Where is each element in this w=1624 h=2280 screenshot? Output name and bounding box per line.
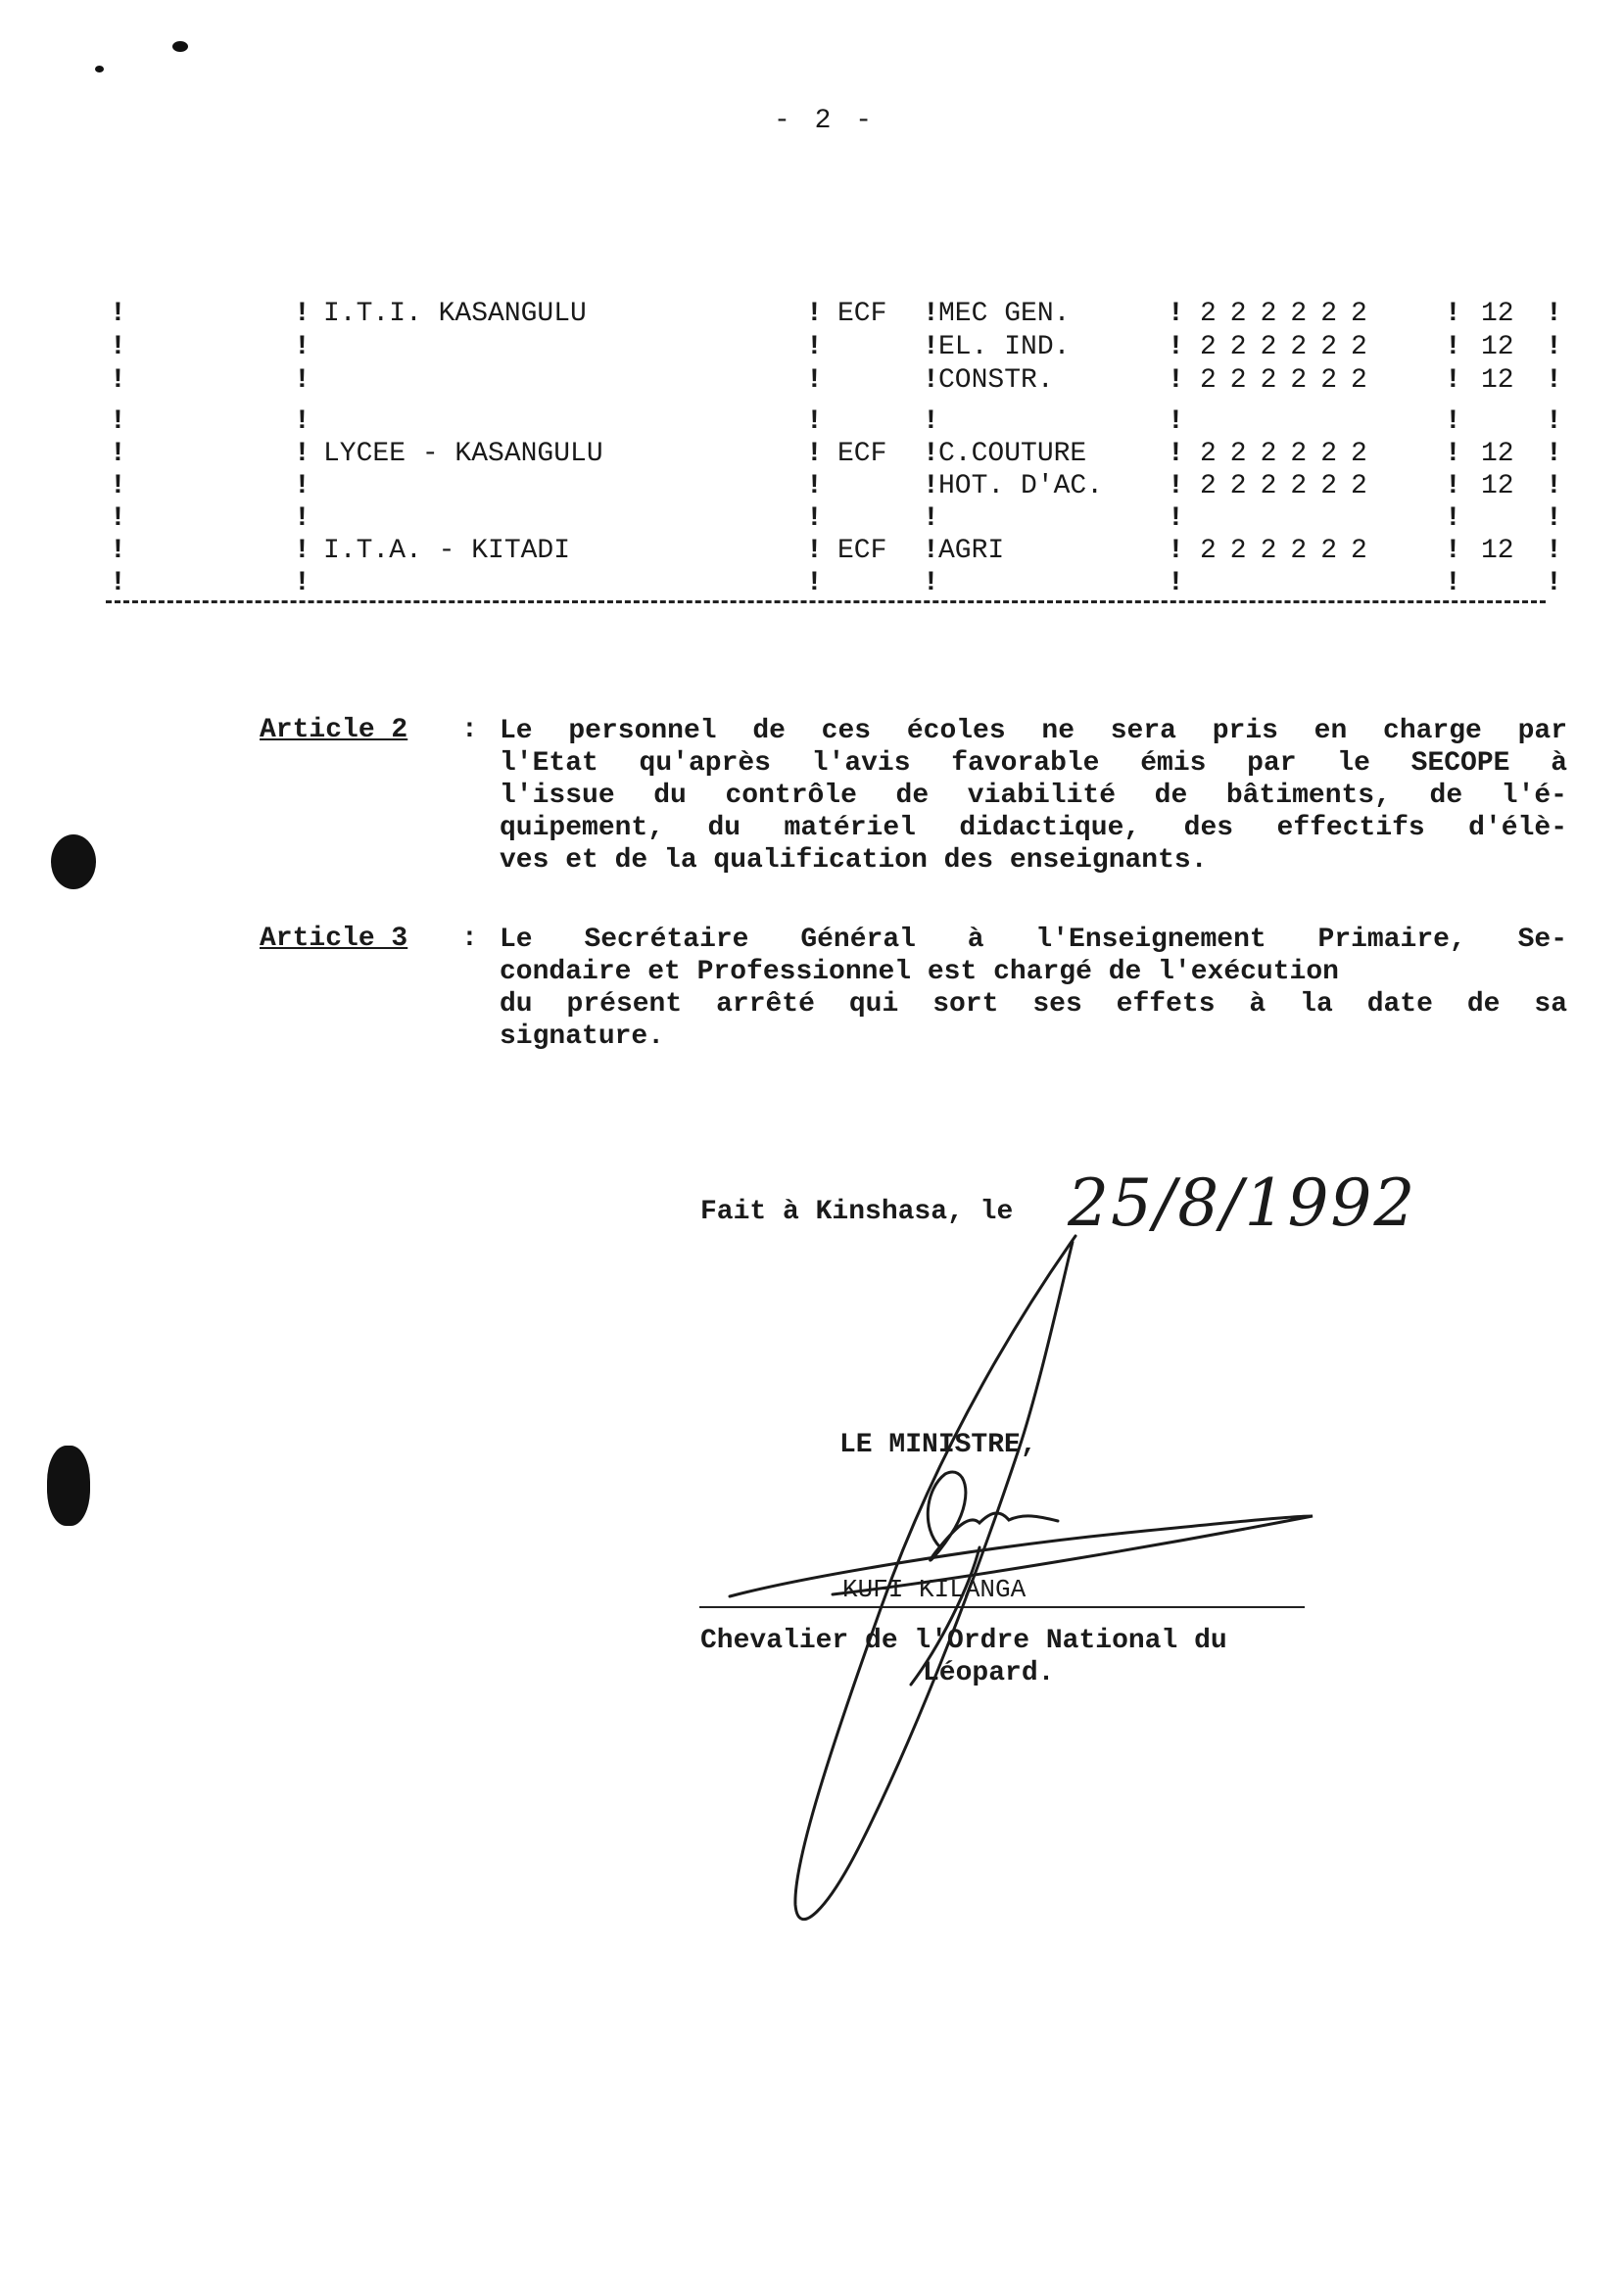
article-3-colon: : bbox=[461, 924, 478, 954]
article-3-label: Article 3 bbox=[260, 924, 408, 954]
column-separator: ! bbox=[110, 503, 126, 534]
column-separator: ! bbox=[110, 365, 126, 396]
article-2-line: quipement, du matériel didactique, des effectifs d'élè- bbox=[500, 813, 1567, 843]
handwritten-date: 25/8/1992 bbox=[1068, 1165, 1417, 1241]
school-name-cell: I.T.A. - KITADI bbox=[323, 536, 571, 566]
column-separator: ! bbox=[923, 439, 939, 469]
classes-cell: 222222 bbox=[1200, 439, 1381, 469]
column-separator: ! bbox=[806, 536, 823, 566]
article-3-line: signature. bbox=[500, 1021, 665, 1052]
column-separator: ! bbox=[806, 471, 823, 501]
school-name-cell: I.T.I. KASANGULU bbox=[323, 299, 587, 329]
decoration-line-1: Chevalier de l'Ordre National du bbox=[700, 1626, 1227, 1656]
column-separator: ! bbox=[1445, 365, 1461, 396]
column-separator: ! bbox=[1445, 406, 1461, 437]
minister-title: LE MINISTRE, bbox=[839, 1430, 1037, 1460]
column-separator: ! bbox=[1445, 439, 1461, 469]
column-separator: ! bbox=[294, 568, 310, 598]
column-separator: ! bbox=[806, 406, 823, 437]
column-separator: ! bbox=[294, 471, 310, 501]
column-separator: ! bbox=[1546, 299, 1562, 329]
column-separator: ! bbox=[1168, 299, 1184, 329]
column-separator: ! bbox=[1168, 503, 1184, 534]
column-separator: ! bbox=[1168, 439, 1184, 469]
column-separator: ! bbox=[923, 406, 939, 437]
column-separator: ! bbox=[1168, 471, 1184, 501]
article-2-line: Le personnel de ces écoles ne sera pris en charge par bbox=[500, 716, 1567, 746]
column-separator: ! bbox=[1445, 503, 1461, 534]
column-separator: ! bbox=[923, 568, 939, 598]
column-separator: ! bbox=[110, 568, 126, 598]
column-separator: ! bbox=[1168, 406, 1184, 437]
column-separator: ! bbox=[110, 332, 126, 362]
school-type-cell: ECF bbox=[837, 299, 887, 329]
column-separator: ! bbox=[1546, 439, 1562, 469]
total-cell: 12 bbox=[1481, 471, 1514, 501]
column-separator: ! bbox=[294, 536, 310, 566]
column-separator: ! bbox=[1168, 568, 1184, 598]
column-separator: ! bbox=[294, 332, 310, 362]
column-separator: ! bbox=[923, 471, 939, 501]
column-separator: ! bbox=[1546, 536, 1562, 566]
option-cell: AGRI bbox=[938, 536, 1005, 566]
column-separator: ! bbox=[806, 299, 823, 329]
column-separator: ! bbox=[294, 439, 310, 469]
school-type-cell: ECF bbox=[837, 536, 887, 566]
column-separator: ! bbox=[110, 536, 126, 566]
total-cell: 12 bbox=[1481, 365, 1514, 396]
column-separator: ! bbox=[1445, 568, 1461, 598]
option-cell: EL. IND. bbox=[938, 332, 1071, 362]
option-cell: CONSTR. bbox=[938, 365, 1054, 396]
column-separator: ! bbox=[294, 365, 310, 396]
column-separator: ! bbox=[806, 568, 823, 598]
column-separator: ! bbox=[923, 503, 939, 534]
total-cell: 12 bbox=[1481, 536, 1514, 566]
column-separator: ! bbox=[1546, 471, 1562, 501]
column-separator: ! bbox=[923, 299, 939, 329]
classes-cell: 222222 bbox=[1200, 536, 1381, 566]
page-number: - 2 - bbox=[774, 106, 877, 136]
column-separator: ! bbox=[110, 439, 126, 469]
option-cell: MEC GEN. bbox=[938, 299, 1071, 329]
decoration-line-2: Léopard. bbox=[923, 1658, 1055, 1688]
column-separator: ! bbox=[1546, 406, 1562, 437]
column-separator: ! bbox=[1546, 568, 1562, 598]
column-separator: ! bbox=[110, 299, 126, 329]
column-separator: ! bbox=[1445, 536, 1461, 566]
punch-hole-mark bbox=[51, 834, 96, 889]
option-cell: C.COUTURE bbox=[938, 439, 1087, 469]
column-separator: ! bbox=[110, 406, 126, 437]
column-separator: ! bbox=[1546, 365, 1562, 396]
article-3-line: Le Secrétaire Général à l'Enseignement Primaire, Se- bbox=[500, 925, 1567, 955]
column-separator: ! bbox=[1445, 332, 1461, 362]
scan-mark bbox=[172, 41, 188, 52]
article-2-label: Article 2 bbox=[260, 715, 408, 745]
classes-cell: 222222 bbox=[1200, 365, 1381, 396]
column-separator: ! bbox=[294, 503, 310, 534]
classes-cell: 222222 bbox=[1200, 471, 1381, 501]
article-2-line: l'Etat qu'après l'avis favorable émis par le SECOPE à bbox=[500, 748, 1567, 779]
school-name-cell: LYCEE - KASANGULU bbox=[323, 439, 603, 469]
column-separator: ! bbox=[1168, 536, 1184, 566]
column-separator: ! bbox=[923, 365, 939, 396]
column-separator: ! bbox=[1168, 332, 1184, 362]
total-cell: 12 bbox=[1481, 439, 1514, 469]
column-separator: ! bbox=[294, 406, 310, 437]
punch-hole-mark bbox=[47, 1446, 90, 1526]
total-cell: 12 bbox=[1481, 299, 1514, 329]
article-3-line: condaire et Professionnel est chargé de l'exécution bbox=[500, 957, 1339, 987]
column-separator: ! bbox=[110, 471, 126, 501]
article-3-line: du présent arrêté qui sort ses effets à la date de sa bbox=[500, 989, 1567, 1020]
column-separator: ! bbox=[806, 439, 823, 469]
place-and-date: Fait à Kinshasa, le bbox=[700, 1197, 1014, 1227]
minister-name: KUFI KILANGA bbox=[842, 1575, 1027, 1604]
scan-mark bbox=[95, 66, 104, 72]
column-separator: ! bbox=[806, 332, 823, 362]
column-separator: ! bbox=[1168, 365, 1184, 396]
article-2-colon: : bbox=[461, 715, 478, 745]
column-separator: ! bbox=[1546, 503, 1562, 534]
column-separator: ! bbox=[294, 299, 310, 329]
classes-cell: 222222 bbox=[1200, 332, 1381, 362]
school-type-cell: ECF bbox=[837, 439, 887, 469]
column-separator: ! bbox=[806, 365, 823, 396]
column-separator: ! bbox=[1546, 332, 1562, 362]
option-cell: HOT. D'AC. bbox=[938, 471, 1104, 501]
article-2-line: ves et de la qualification des enseignants. bbox=[500, 845, 1208, 876]
article-2-line: l'issue du contrôle de viabilité de bâtiments, de l'é- bbox=[500, 781, 1567, 811]
total-cell: 12 bbox=[1481, 332, 1514, 362]
column-separator: ! bbox=[1445, 471, 1461, 501]
classes-cell: 222222 bbox=[1200, 299, 1381, 329]
column-separator: ! bbox=[806, 503, 823, 534]
column-separator: ! bbox=[923, 536, 939, 566]
column-separator: ! bbox=[1445, 299, 1461, 329]
column-separator: ! bbox=[923, 332, 939, 362]
